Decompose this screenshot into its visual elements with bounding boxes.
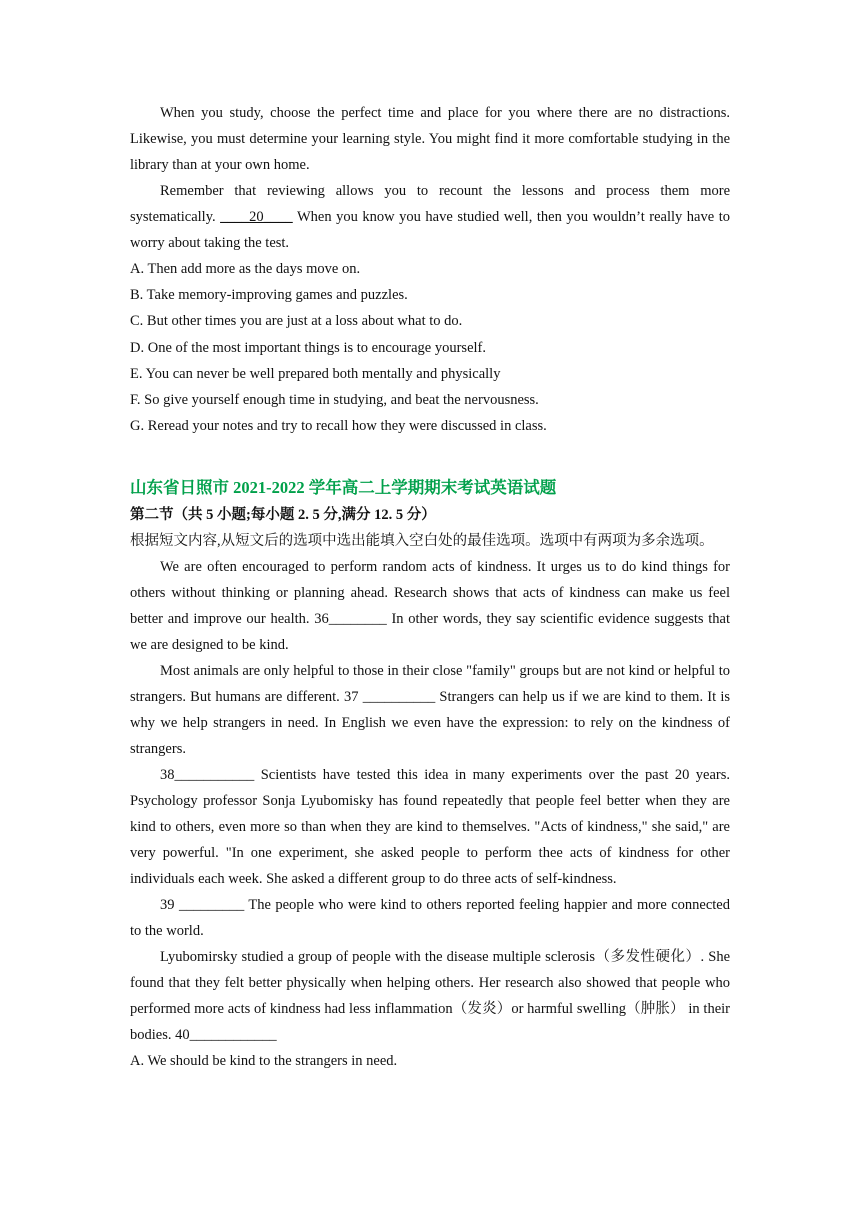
- passage1-paragraph-1: When you study, choose the perfect time and place for you where there are no distractions. Likewise, you must determine your learning style. You might find it more comfortable studying in the library than at your own home.: [130, 105, 730, 173]
- passage2-paragraph-4: 39 _________ The people who were kind to others reported feeling happier and more connected to the world.: [130, 897, 730, 940]
- option-b: B. Take memory-improving games and puzzles.: [130, 287, 408, 304]
- page-content: [130, 100, 730, 1075]
- blank-20: ____20____: [220, 209, 293, 225]
- option-f: F. So give yourself enough time in studying, and beat the nervousness.: [130, 392, 539, 409]
- option-d: D. One of the most important things is to encourage yourself.: [130, 339, 486, 356]
- section-title: 第二节（共 5 小题;每小题 2. 5 分,满分 12. 5 分）: [130, 507, 436, 524]
- option-c: C. But other times you are just at a loss about what to do.: [130, 313, 463, 330]
- option-a: A. Then add more as the days move on.: [130, 261, 361, 277]
- passage2-option-a: A. We should be kind to the strangers in need.: [130, 1053, 398, 1070]
- passage2-paragraph-1: We are often encouraged to perform random acts of kindness. It urges us to do kind things for others without thinking or planning ahead. Research shows that acts of kindness can make us feel better and improve our health. 36________ In other words, they say scientific evidence suggests that we are designed to be kind.: [130, 559, 730, 654]
- passage1-paragraph-2-text-after: When you know you have studied well, then you wouldn’t really have to worry about taking the test.: [130, 209, 730, 251]
- passage1-options: [130, 256, 730, 439]
- section-instruction: 根据短文内容,从短文后的选项中选出能填入空白处的最佳选项。选项中有两项为多余选项。: [130, 533, 714, 550]
- option-g: G. Reread your notes and try to recall how they were discussed in class.: [130, 418, 547, 435]
- passage1-paragraph-2-text-before: Remember that reviewing allows you to recount the lessons and process them more systematically.: [130, 183, 730, 225]
- passage2-paragraph-5: Lyubomirsky studied a group of people with the disease multiple sclerosis（多发性硬化）. She found that they felt better physically when helping others. Her research also showed that people who performed more acts of kindness had less inflammation（发炎）or harmful swelling（肿胀） in their bodies. 40____________: [130, 949, 730, 1044]
- option-e: E. You can never be well prepared both mentally and physically: [130, 365, 501, 382]
- exam-title-heading: 山东省日照市 2021-2022 学年高二上学期期末考试英语试题: [130, 478, 557, 498]
- passage2-paragraph-3: 38___________ Scientists have tested this idea in many experiments over the past 20 years. Psychology professor Sonja Lyubomisky has found repeatedly that people feel better when they are kind to others, even more so than when they are kind to themselves. "Acts of kindness," she said," are very powerful. "In one experiment, she asked people to perform thee acts of kindness for other individuals each week. She asked a different group to do three acts of self-kindness.: [130, 767, 730, 888]
- passage1-paragraph-2: [130, 178, 730, 256]
- passage2-paragraph-2: Most animals are only helpful to those in their close "family" groups but are not kind or helpful to strangers. But humans are different. 37 __________ Strangers can help us if we are kind to them. It is why we help strangers in need. In English we even have the expression: to rely on the kindness of strangers.: [130, 663, 730, 758]
